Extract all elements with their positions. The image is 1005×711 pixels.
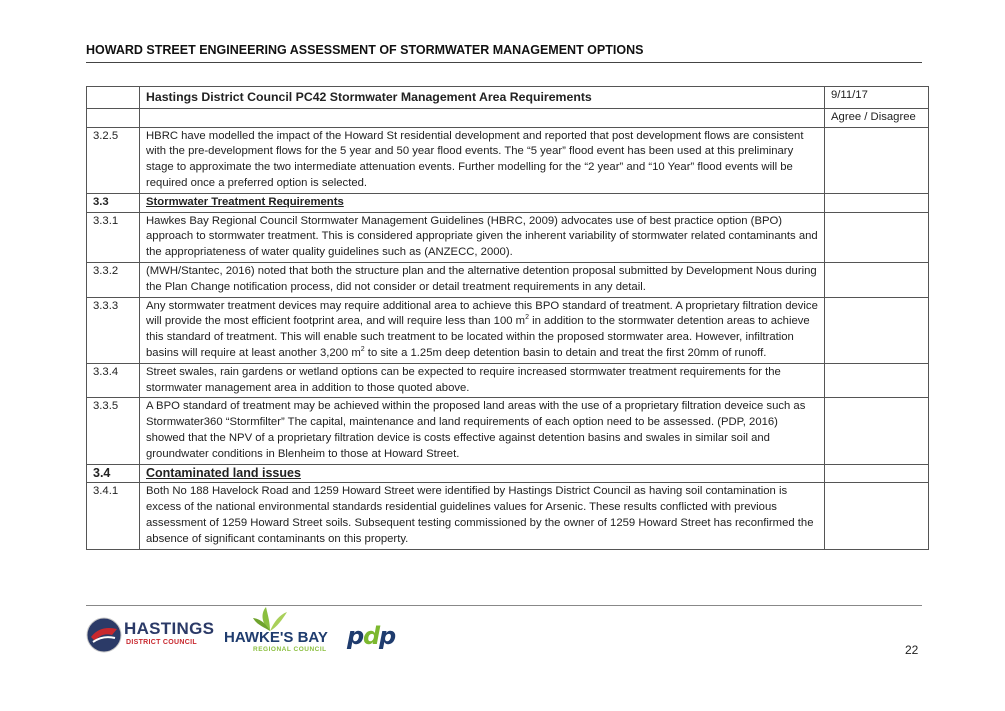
clause-number: 3.4 [87,464,140,483]
pdp-logo [346,622,398,650]
table-title-row [87,87,929,109]
clause-number: 3.3.2 [87,262,140,297]
clause-number: 3.4.1 [87,483,140,549]
clause-number: 3.3.1 [87,212,140,262]
clause-text [140,297,825,363]
table-row [87,398,929,464]
table-row [87,193,929,212]
superscript: 2 [525,314,529,322]
clause-text: HBRC have modelled the impact of the Howard St residential development and reported that post development flows are consistent with the pre-development flows for the 5 year and 50 year flood events. The “5 year” flood event has been used at this preliminary stage to approximate the two intermediate attenuation events. Further modelling for the “2 year” and “10 Year” flood events will be required once a preferred option is selected. [140,127,825,193]
clause-text-part: to site a 1.25m deep detention basin to detain and treat the first 20mm of runoff. [364,346,767,359]
table-row [87,297,929,363]
agree-disagree-cell [825,193,929,212]
svg-text:p: p [379,622,397,650]
clause-number: 3.2.5 [87,127,140,193]
footer-divider [86,605,922,606]
hbrc-logo [222,606,340,656]
requirements-table [86,86,929,550]
hbrc-logo-sub: REGIONAL COUNCIL [253,646,327,653]
agree-disagree-cell [825,212,929,262]
clause-text: Both No 188 Havelock Road and 1259 Howard Street were identified by Hastings District Council as having soil contamination is excess of the national environmental standards residential guidelines values for Arsenic. These results conflicted with previous assessment of 1259 Howard Street soils. Subsequent testing commissioned by the owner of 1259 Howard Street has reconfirmed the absence of significant contaminants on this property. [140,483,825,549]
clause-text: Street swales, rain gardens or wetland options can be expected to require increased stormwater treatment requirements for the stormwater management area in addition to those quoted above. [140,363,825,398]
hastings-logo [86,613,214,657]
table-row [87,483,929,549]
agree-disagree-label: Agree / Disagree [825,108,929,127]
section-heading: Contaminated land issues [140,464,825,483]
agree-header-row [87,108,929,127]
agree-disagree-cell [825,483,929,549]
clause-text: A BPO standard of treatment may be achieved within the proposed land areas with the use of a proprietary filtration deveice such as Stormwater360 “Stormfilter” The capital, maintenance and land requirements of each option need to be assessed. (PDP, 2016) showed that the NPV of a proprietary filtration device is costs effective against detention basins and swales in similar soil and groundwater conditions in Blenheim to those at Howard Street. [140,398,825,464]
agree-disagree-cell [825,363,929,398]
clause-number: 3.3.5 [87,398,140,464]
clause-text: Hawkes Bay Regional Council Stormwater Management Guidelines (HBRC, 2009) advocates use of best practice option (BPO) approach to stormwater treatment. This is considered appropriate given the inherent variability of stormwater related contaminants and the appropriateness of water quality guidelines such as (ANZECC, 2000). [140,212,825,262]
hastings-logo-sub: DISTRICT COUNCIL [126,639,197,646]
header-divider [86,62,922,63]
empty-cell [87,108,140,127]
clause-text: (MWH/Stantec, 2016) noted that both the structure plan and the alternative detention proposal submitted by Development Nous during the Plan Change notification process, did not consider or detail treatment requirements in any detail. [140,262,825,297]
clause-text-part: Any stormwater treatment devices may require additional area to achieve this BPO standard of treatment. A proprietary filtration device will provide the most efficient footprint area, and will require less than 100 m [146,299,818,328]
document-header-title: HOWARD STREET ENGINEERING ASSESSMENT OF STORMWATER MANAGEMENT OPTIONS [86,43,644,57]
clause-number: 3.3.3 [87,297,140,363]
hbrc-logo-name: HAWKE'S BAY [224,629,328,646]
clause-text-part: in addition to the stormwater detention areas to achieve this standard of treatment. This will enable such treatment to be located within the proposed stormwater area. However, infiltration basins will require at least another 3,200 m [146,315,810,359]
table-row [87,262,929,297]
agree-disagree-cell [825,262,929,297]
agree-disagree-cell [825,464,929,483]
table-date: 9/11/17 [825,87,929,109]
section-heading: Stormwater Treatment Requirements [140,193,825,212]
hastings-emblem-icon [86,617,122,653]
table-row [87,363,929,398]
table-row [87,127,929,193]
table-title: Hastings District Council PC42 Stormwater Management Area Requirements [140,87,825,109]
superscript: 2 [360,346,365,354]
table-row [87,464,929,483]
page-number: 22 [905,643,919,657]
agree-disagree-cell [825,398,929,464]
agree-disagree-cell [825,297,929,363]
table-row [87,212,929,262]
clause-number: 3.3.4 [87,363,140,398]
empty-cell [87,87,140,109]
agree-disagree-cell [825,127,929,193]
pdp-logo-icon [346,622,398,650]
hastings-logo-name: HASTINGS [124,619,215,638]
svg-text:p: p [347,622,365,650]
clause-number: 3.3 [87,193,140,212]
svg-text:d: d [363,622,381,650]
empty-cell [140,108,825,127]
